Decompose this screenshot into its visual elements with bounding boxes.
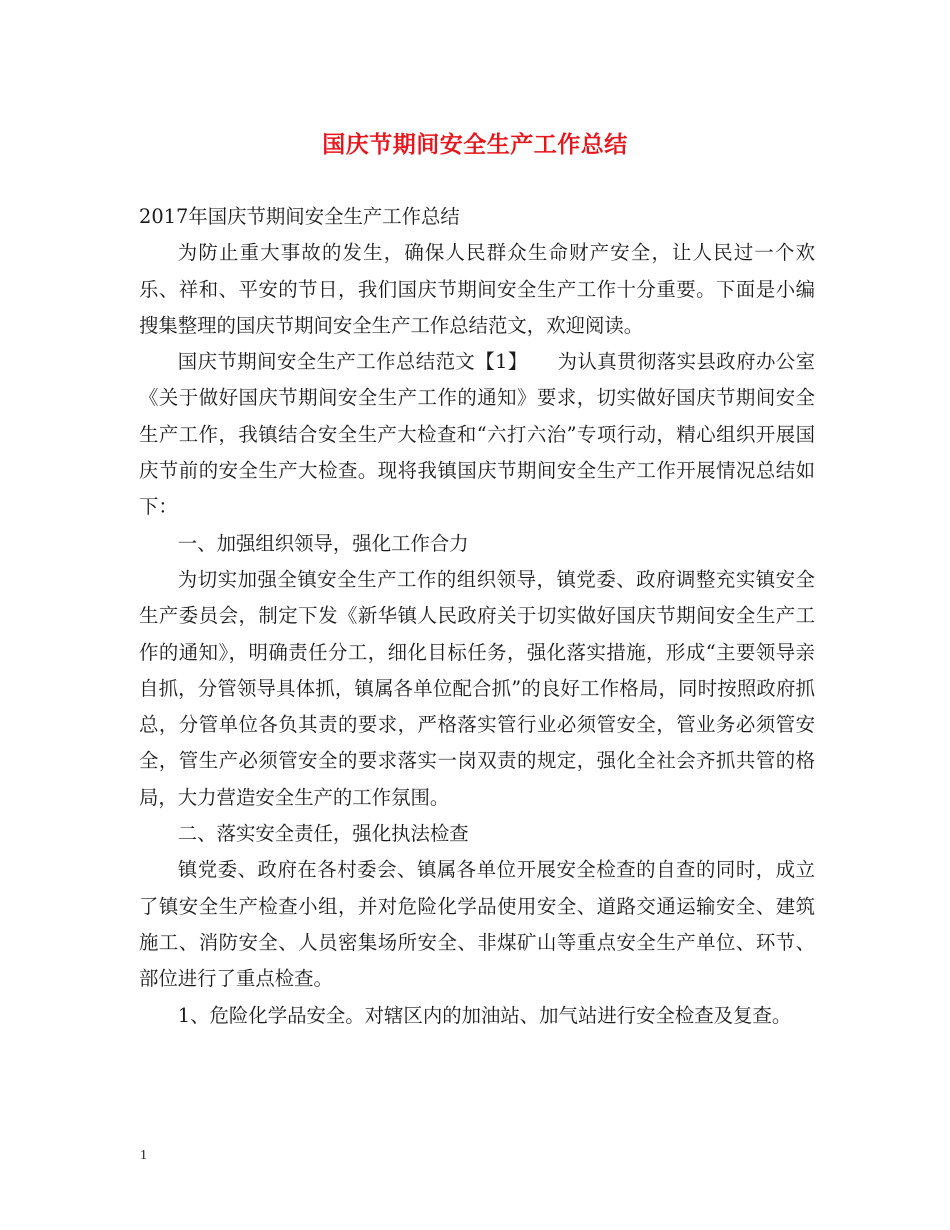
paragraph: 镇党委、政府在各村委会、镇属各单位开展安全检查的自查的同时，成立了镇安全生产检查小组，并对危险化学品使用安全、道路交通运输安全、建筑施工、消防安全、人员密集场所安全、非煤矿山等重点安全生产单位、环节、部位进行了重点检查。 bbox=[139, 858, 815, 991]
paragraph: 2017年国庆节期间安全生产工作总结 bbox=[139, 205, 460, 228]
page-number: 1 bbox=[140, 1148, 147, 1163]
document-title: 国庆节期间安全生产工作总结 bbox=[322, 131, 628, 158]
document-body bbox=[139, 199, 815, 1034]
paragraph: 为防止重大事故的发生，确保人民群众生命财产安全，让人民过一个欢乐、祥和、平安的节日，我们国庆节期间安全生产工作十分重要。下面是小编搜集整理的国庆节期间安全生产工作总结范文，欢迎阅读。 bbox=[139, 241, 815, 337]
section-heading: 二、落实安全责任，强化执法检查 bbox=[177, 822, 469, 846]
paragraph: 为切实加强全镇安全生产工作的组织领导，镇党委、政府调整充实镇安全生产委员会，制定下发《新华镇人民政府关于切实做好国庆节期间安全生产工作的通知》，明确责任分工，细化目标任务，强化落实措施，形成“主要领导亲自抓，分管领导具体抓，镇属各单位配合抓”的良好工作格局，同时按照政府抓总，分管单位各负其责的要求，严格落实管行业必须管安全，管业务必须管安全，管生产必须管安全的要求落实一岗双责的规定，强化全社会齐抓共管的格局，大力营造安全生产的工作氛围。 bbox=[139, 567, 815, 809]
paragraph: 1、危险化学品安全。对辖区内的加油站、加气站进行安全检查及复查。 bbox=[177, 1003, 792, 1027]
section-heading: 一、加强组织领导，强化工作合力 bbox=[177, 531, 469, 555]
paragraph: 国庆节期间安全生产工作总结范文【1】 为认真贯彻落实县政府办公室《关于做好国庆节期间安全生产工作的通知》要求，切实做好国庆节期间安全生产工作，我镇结合安全生产大检查和“六打六治”专项行动，精心组织开展国庆节前的安全生产大检查。现将我镇国庆节期间安全生产工作开展情况总结如下： bbox=[139, 350, 815, 519]
